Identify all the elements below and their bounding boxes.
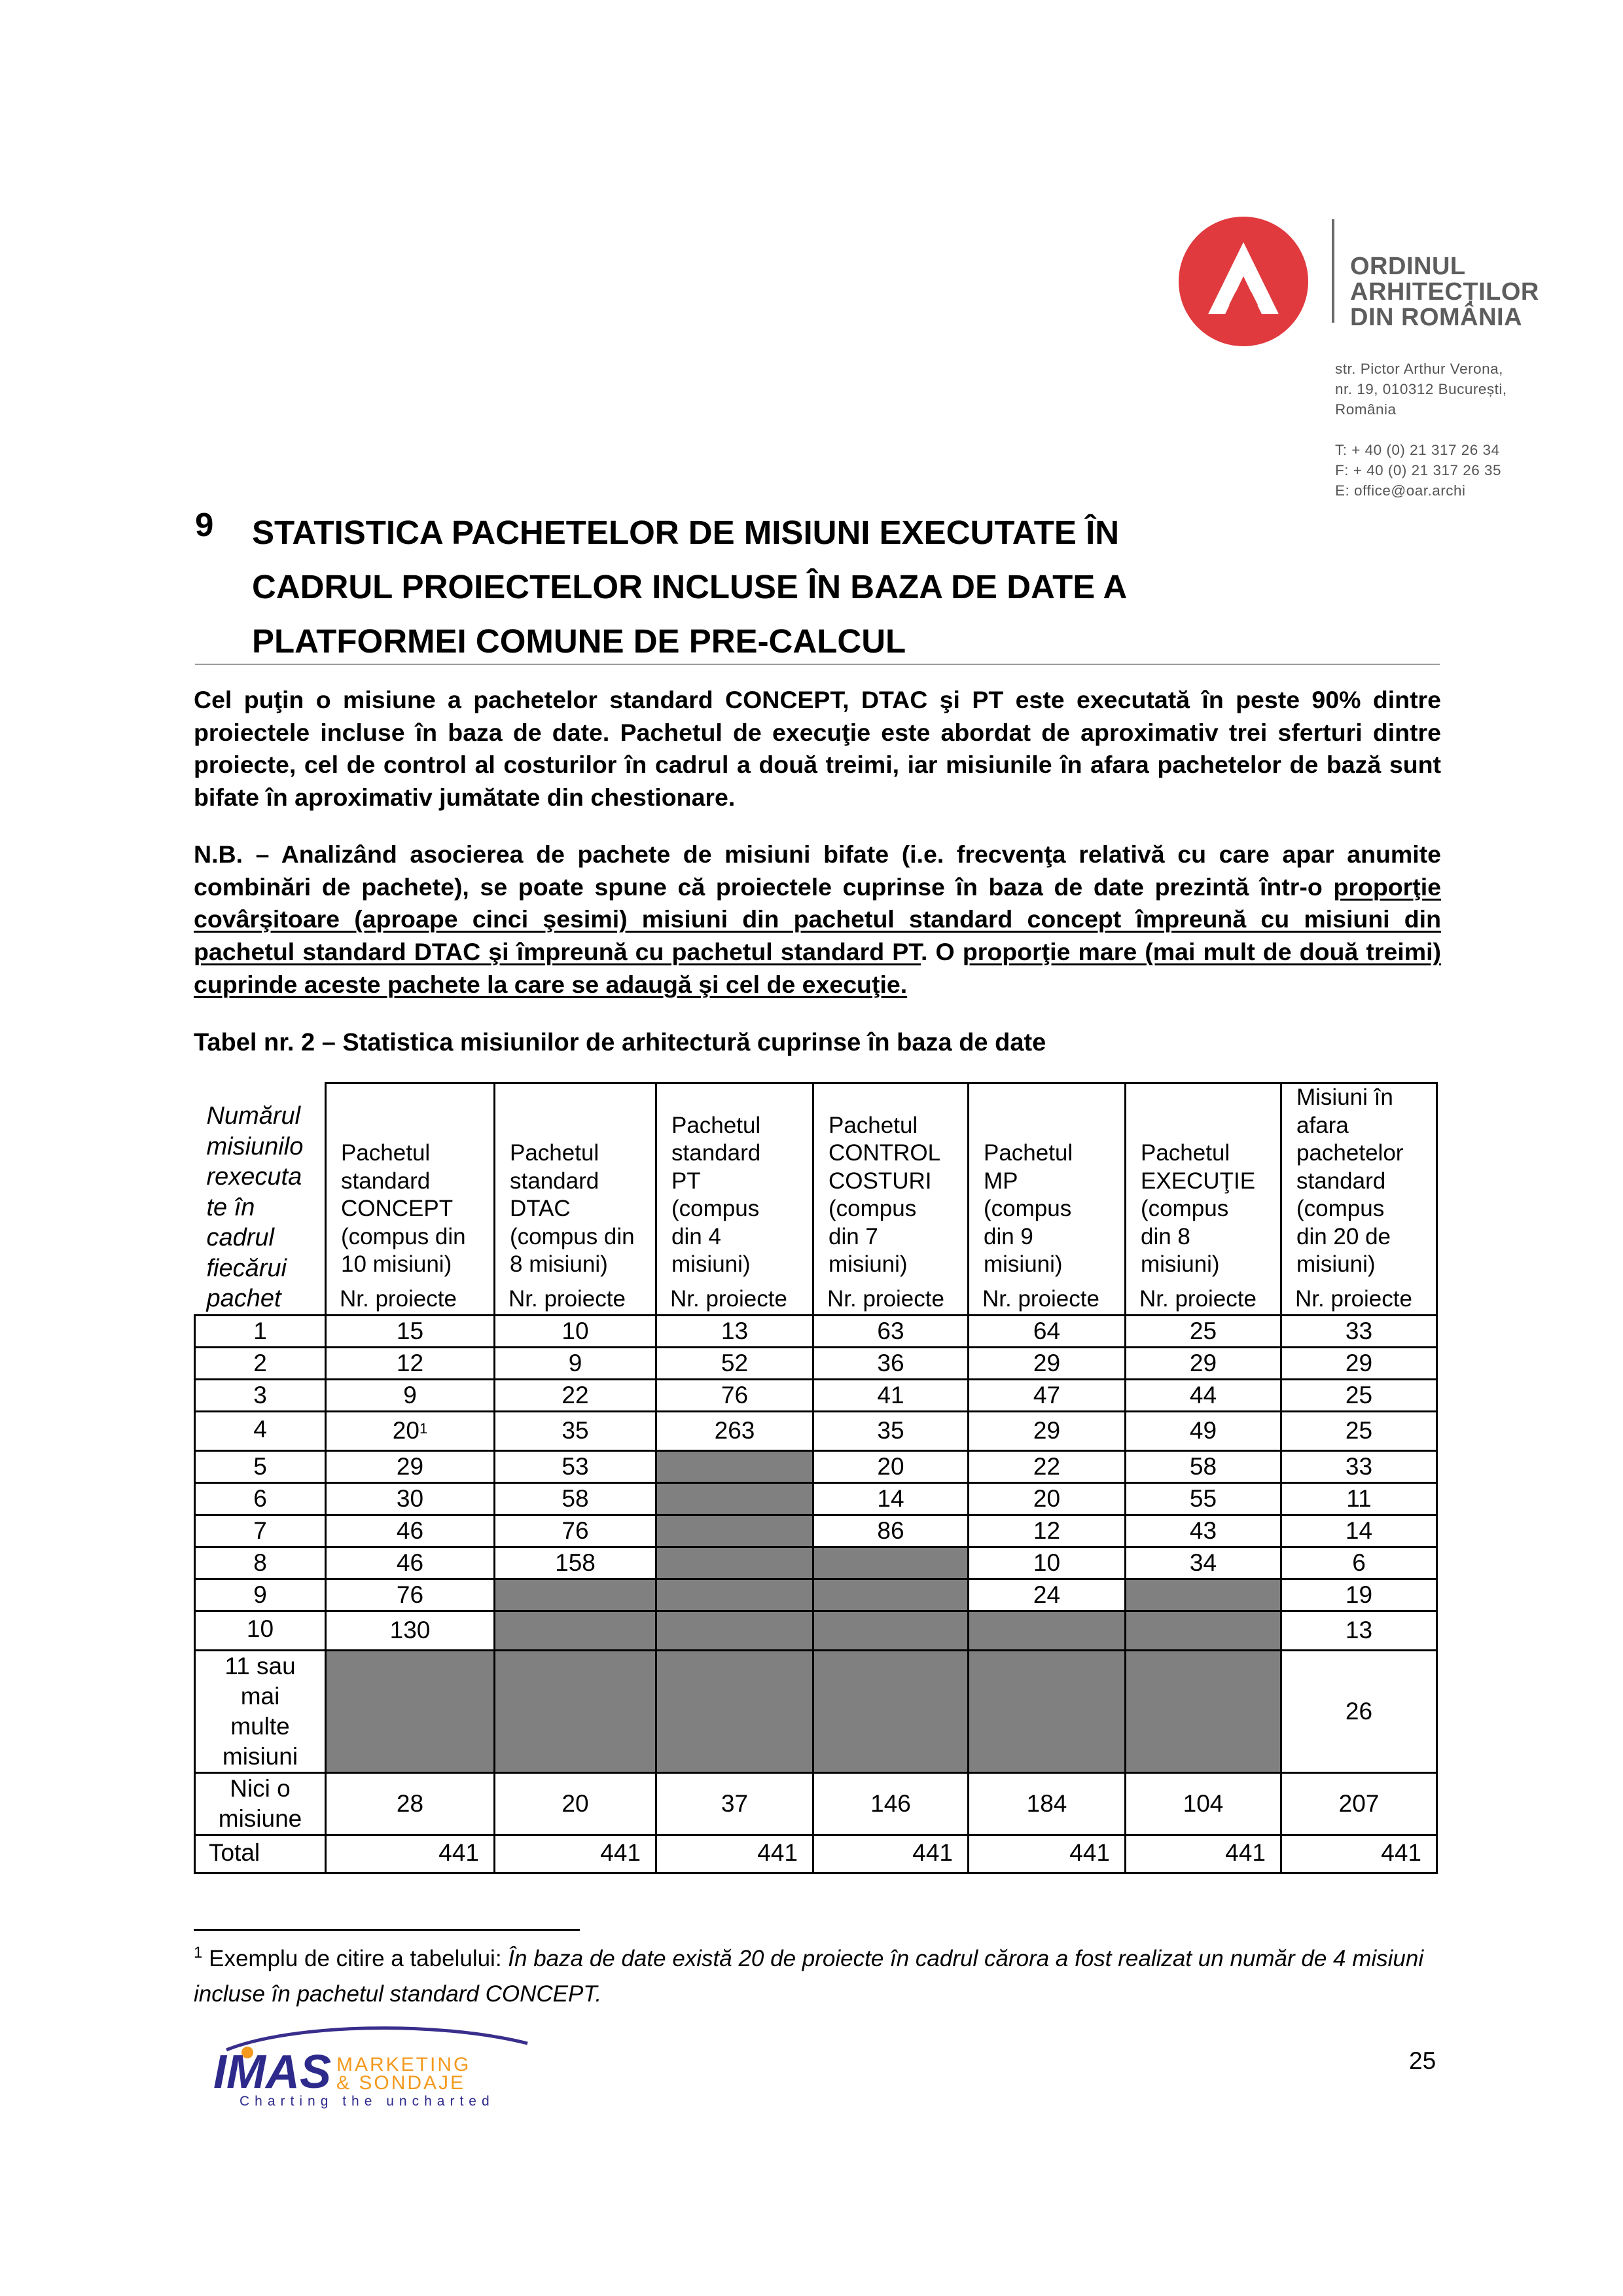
table-cell <box>495 1515 656 1547</box>
header-line: misiuni) <box>1141 1251 1220 1277</box>
row-axis-label-line: cadrul <box>206 1224 274 1251</box>
header-line: (compus din <box>510 1223 635 1249</box>
header-line: Pachetul <box>510 1140 599 1166</box>
row-label-line: Nici o <box>230 1774 291 1802</box>
empty-shaded-cell <box>495 1579 656 1611</box>
header-line: standard <box>341 1168 431 1194</box>
table-cell <box>326 1347 495 1379</box>
table-subheader-row <box>195 1284 1437 1316</box>
table-row <box>195 1482 1437 1515</box>
table-cell <box>326 1579 495 1611</box>
table-cell <box>969 1379 1126 1411</box>
header-line: standard <box>510 1168 599 1194</box>
header-line: Pachetul <box>984 1140 1073 1166</box>
table-row <box>195 1650 1437 1772</box>
header-line: din 9 <box>984 1223 1033 1249</box>
cell-value: 36 <box>877 1349 904 1376</box>
table-cell <box>656 1411 813 1450</box>
imas-tagline: Charting the uncharted <box>240 2094 495 2109</box>
row-label <box>195 1650 326 1772</box>
row-label: 9 <box>195 1579 326 1611</box>
cell-value: 37 <box>721 1789 749 1817</box>
table-cell <box>495 1772 656 1835</box>
row-label: 5 <box>195 1450 326 1482</box>
cell-value: 53 <box>562 1452 589 1480</box>
table-row <box>195 1772 1437 1835</box>
table-cell <box>1126 1547 1281 1579</box>
note-paragraph <box>194 838 1441 1001</box>
imas-brand-line: & SONDAJE <box>336 2072 466 2094</box>
header-line: Pachetul <box>341 1140 431 1166</box>
cell-value: 10 <box>562 1317 589 1344</box>
cell-value: 13 <box>1345 1617 1373 1643</box>
table-cell <box>1126 1515 1281 1547</box>
section-title-line: PLATFORMEI COMUNE DE PRE-CALCUL <box>252 622 906 660</box>
table-cell <box>969 1411 1126 1450</box>
empty-shaded-cell <box>813 1650 969 1772</box>
table-row <box>195 1579 1437 1611</box>
note-middle: . O <box>921 938 963 966</box>
empty-shaded-cell <box>326 1650 495 1772</box>
header-line: din 7 <box>829 1223 878 1249</box>
table-cell <box>495 1411 656 1450</box>
cell-value: 9 <box>568 1349 582 1376</box>
cell-value: 64 <box>1033 1317 1061 1344</box>
table-cell <box>813 1482 969 1515</box>
table-cell <box>1126 1482 1281 1515</box>
cell-value: 263 <box>714 1417 755 1444</box>
subheader-cell: Nr. proiecte <box>813 1284 969 1316</box>
header-line: (compus <box>829 1196 917 1221</box>
header-line: pachetelor <box>1296 1140 1404 1166</box>
cell-value: 12 <box>396 1349 424 1376</box>
address-line: România <box>1335 401 1397 418</box>
table-cell <box>969 1315 1126 1347</box>
cell-value: 52 <box>721 1349 749 1376</box>
imas-brand-line: MARKETING <box>336 2054 471 2075</box>
column-header-concept <box>326 1083 495 1284</box>
cell-value: 25 <box>1345 1417 1373 1444</box>
empty-shaded-cell <box>969 1650 1126 1772</box>
row-label-line: misiuni <box>222 1742 298 1770</box>
cell-value: 49 <box>1189 1417 1217 1444</box>
table-header-row <box>195 1083 1437 1284</box>
row-label-line: 11 sau <box>224 1652 296 1679</box>
table-cell <box>326 1315 495 1347</box>
column-header-pt <box>656 1083 813 1284</box>
table-cell <box>1281 1515 1437 1547</box>
cell-value: 207 <box>1338 1789 1380 1817</box>
table-cell <box>969 1347 1126 1379</box>
table-cell <box>1126 1411 1281 1450</box>
footnote-rule <box>194 1929 580 1931</box>
table-cell <box>1126 1347 1281 1379</box>
section-title-line: STATISTICA PACHETELOR DE MISIUNI EXECUTATE ÎN <box>252 514 1120 551</box>
row-label: 2 <box>195 1347 326 1379</box>
header-line: CONTROL <box>829 1140 941 1166</box>
imas-logo-icon <box>200 2024 541 2109</box>
cell-value: 25 <box>1345 1381 1373 1408</box>
row-axis-label-line: fiecărui <box>206 1254 287 1282</box>
table-cell <box>495 1347 656 1379</box>
table-cell <box>495 1450 656 1482</box>
cell-value: 30 <box>396 1484 424 1512</box>
empty-shaded-cell <box>1126 1579 1281 1611</box>
header-line: MP <box>984 1168 1018 1194</box>
table-cell <box>495 1315 656 1347</box>
header-line: misiuni) <box>984 1251 1063 1277</box>
subheader-cell: Nr. proiecte <box>1281 1284 1437 1316</box>
table-cell <box>1126 1315 1281 1347</box>
summary-paragraph: Cel puţin o misiune a pachetelor standard CONCEPT, DTAC şi PT este executată în peste 90% dintre proiectele incluse în baza de date. Pachetul de execuţie este abordat de aproximativ trei sferturi dintre proiecte, cel de control al costurilor în cadrul a două treimi, iar misiunile în afara pachetelor de bază sunt bifate în aproximativ jumătate din chestionare. <box>194 686 1441 812</box>
subheader-cell: Nr. proiecte <box>1126 1284 1281 1316</box>
cell-value: 146 <box>870 1789 911 1817</box>
cell-value: 20 <box>1033 1484 1061 1512</box>
address-line: nr. 19, 010312 București, <box>1335 381 1507 397</box>
header-line: standard <box>1296 1168 1386 1194</box>
table-cell <box>495 1379 656 1411</box>
table-cell <box>1126 1450 1281 1482</box>
table-body <box>195 1315 1437 1835</box>
cell-value: 41 <box>877 1381 904 1408</box>
table-row <box>195 1515 1437 1547</box>
subheader-cell: Nr. proiecte <box>969 1284 1126 1316</box>
header-line: din 20 de <box>1296 1223 1391 1249</box>
subheader-cell: Nr. proiecte <box>495 1284 656 1316</box>
page-number: 25 <box>1409 2047 1436 2074</box>
header-line: (compus <box>671 1196 760 1221</box>
column-header-control-costuri <box>813 1083 969 1284</box>
cell-value: 9 <box>403 1381 417 1408</box>
cell-value: 46 <box>396 1549 424 1576</box>
table-cell <box>656 1315 813 1347</box>
total-label: Total <box>195 1835 326 1873</box>
cell-value: 6 <box>1352 1549 1366 1576</box>
table-cell <box>813 1450 969 1482</box>
header-line: Pachetul <box>829 1112 918 1138</box>
footnote-marker: 1 <box>194 1944 203 1962</box>
header-line: 10 misiuni) <box>341 1251 452 1277</box>
cell-value: 35 <box>877 1417 904 1444</box>
header-line: misiuni) <box>671 1251 751 1277</box>
table-row <box>195 1450 1437 1482</box>
cell-value: 29 <box>396 1452 424 1480</box>
empty-shaded-cell <box>656 1515 813 1547</box>
table-cell <box>495 1482 656 1515</box>
cell-value: 47 <box>1033 1381 1061 1408</box>
cell-value: 11 <box>1346 1484 1372 1512</box>
header-line: standard <box>671 1140 761 1166</box>
table-cell <box>1281 1772 1437 1835</box>
table-cell <box>969 1579 1126 1611</box>
header-line: (compus <box>984 1196 1072 1221</box>
table-total-row <box>195 1835 1437 1873</box>
header-line: Misiuni în <box>1296 1085 1393 1110</box>
subheader-cell: Nr. proiecte <box>326 1284 495 1316</box>
email-line: E: office@oar.archi <box>1335 482 1466 499</box>
empty-shaded-cell <box>1126 1611 1281 1650</box>
cell-value: 158 <box>555 1549 596 1576</box>
cell-value: 33 <box>1345 1317 1373 1344</box>
fax-line: F: + 40 (0) 21 317 26 35 <box>1335 462 1502 478</box>
org-line: ARHITECȚILOR <box>1350 278 1539 306</box>
footnote-reference: 1 <box>419 1420 428 1437</box>
section-number: 9 <box>195 506 214 543</box>
total-cell: 441 <box>326 1835 495 1873</box>
header-line: din 8 <box>1141 1223 1190 1249</box>
header-line: Pachetul <box>1141 1140 1230 1166</box>
cell-value: 10 <box>1033 1549 1061 1576</box>
table-cell <box>495 1547 656 1579</box>
header-line: COSTURI <box>829 1168 932 1194</box>
cell-value: 29 <box>1033 1417 1061 1444</box>
header-line: misiuni) <box>1296 1251 1376 1277</box>
table-cell <box>969 1482 1126 1515</box>
row-label: 8 <box>195 1547 326 1579</box>
empty-shaded-cell <box>813 1611 969 1650</box>
column-header-dtac <box>495 1083 656 1284</box>
header-line: Pachetul <box>671 1112 761 1138</box>
cell-value: 76 <box>721 1381 749 1408</box>
empty-shaded-cell <box>1126 1650 1281 1772</box>
table-cell <box>656 1772 813 1835</box>
total-cell: 441 <box>969 1835 1126 1873</box>
note-underlined-text: proporţie covârşitoare (aproape cinci şesimi) misiuni din pachetul standard concept împreună cu misiuni din pachetul standard DTAC şi împreună cu pachetul standard PT <box>194 872 1441 966</box>
row-axis-label-line: rexecuta <box>206 1163 302 1191</box>
row-label: 4 <box>195 1411 326 1450</box>
cell-value: 44 <box>1189 1381 1217 1408</box>
empty-shaded-cell <box>656 1547 813 1579</box>
cell-value: 22 <box>1033 1452 1061 1480</box>
empty-shaded-cell <box>656 1650 813 1772</box>
row-label: 10 <box>195 1611 326 1650</box>
table-cell <box>326 1515 495 1547</box>
header-line: PT <box>671 1168 701 1194</box>
table-cell <box>1281 1579 1437 1611</box>
column-header-mp <box>969 1083 1126 1284</box>
table-cell <box>1126 1772 1281 1835</box>
cell-value: 14 <box>877 1484 904 1512</box>
cell-value: 76 <box>396 1581 424 1608</box>
logo-divider <box>1332 219 1334 323</box>
cell-value: 29 <box>1345 1349 1373 1376</box>
imas-brand: IMAS <box>213 2046 331 2098</box>
footnote <box>194 1943 1437 2011</box>
table-row <box>195 1315 1437 1347</box>
cell-value: 104 <box>1183 1789 1224 1817</box>
empty-shaded-cell <box>656 1579 813 1611</box>
header-line: 8 misiuni) <box>510 1251 608 1277</box>
table-cell <box>813 1315 969 1347</box>
cell-value: 20 <box>877 1452 904 1480</box>
org-line: DIN ROMÂNIA <box>1350 304 1523 331</box>
table-cell <box>813 1515 969 1547</box>
table-cell <box>813 1379 969 1411</box>
cell-value: 20 <box>562 1789 589 1817</box>
cell-value: 35 <box>562 1417 589 1444</box>
row-label-line: misiune <box>218 1804 302 1832</box>
column-header-other-missions <box>1281 1083 1437 1284</box>
header-line: (compus <box>1296 1196 1385 1221</box>
table-cell <box>1281 1379 1437 1411</box>
cell-value: 63 <box>877 1317 904 1344</box>
table-cell <box>1281 1347 1437 1379</box>
table-cell <box>1281 1315 1437 1347</box>
cell-value: 34 <box>1189 1549 1217 1576</box>
table-cell <box>656 1347 813 1379</box>
total-cell: 441 <box>495 1835 656 1873</box>
row-label: 3 <box>195 1379 326 1411</box>
total-cell: 441 <box>656 1835 813 1873</box>
total-cell: 441 <box>1281 1835 1437 1873</box>
section-title-line: CADRUL PROIECTELOR INCLUSE ÎN BAZA DE DATE A <box>252 568 1128 605</box>
cell-value: 184 <box>1026 1789 1067 1817</box>
table-cell <box>326 1611 495 1650</box>
cell-value: 130 <box>389 1617 431 1643</box>
table-cell <box>326 1379 495 1411</box>
heading-rule <box>195 664 1440 665</box>
empty-shaded-cell <box>969 1611 1126 1650</box>
empty-shaded-cell <box>495 1611 656 1650</box>
cell-value: 58 <box>1189 1452 1217 1480</box>
note-underlined-text: proporţie mare (mai mult de două treimi) cuprinde aceste pachete la care se adaugă şi cel de execuţie. <box>194 938 1441 998</box>
table-cell <box>1281 1450 1437 1482</box>
table-cell <box>326 1772 495 1835</box>
cell-value: 24 <box>1033 1581 1061 1608</box>
row-label-line: mai <box>240 1682 280 1710</box>
table-cell <box>969 1547 1126 1579</box>
table-cell <box>1126 1379 1281 1411</box>
header-line: EXECUŢIE <box>1141 1168 1256 1194</box>
cell-value: 15 <box>396 1317 424 1344</box>
table-row <box>195 1611 1437 1650</box>
table-cell <box>969 1450 1126 1482</box>
cell-value: 29 <box>1189 1349 1217 1376</box>
row-axis-label <box>195 1083 326 1316</box>
table-row <box>195 1547 1437 1579</box>
address-line: str. Pictor Arthur Verona, <box>1335 361 1503 377</box>
cell-value: 58 <box>562 1484 589 1512</box>
column-header-executie <box>1126 1083 1281 1284</box>
note-intro: N.B. – Analizând asocierea de pachete de misiuni bifate (i.e. frecvenţa relativă cu care apar anumite combinări de pachete), se poate spune că proiectele cuprinse în baza de date prezintă într-o <box>194 840 1441 901</box>
cell-value: 33 <box>1345 1452 1373 1480</box>
contact-block <box>1335 359 1507 501</box>
table-cell <box>656 1379 813 1411</box>
table-cell <box>1281 1611 1437 1650</box>
empty-shaded-cell <box>656 1482 813 1515</box>
table-cell <box>1281 1547 1437 1579</box>
row-axis-label-line: te în <box>206 1193 255 1221</box>
header-line: (compus <box>1141 1196 1229 1221</box>
table-cell <box>969 1515 1126 1547</box>
row-label: 1 <box>195 1315 326 1347</box>
table-cell <box>326 1450 495 1482</box>
cell-value: 25 <box>1189 1317 1217 1344</box>
header-line: misiuni) <box>829 1251 908 1277</box>
cell-value: 46 <box>396 1516 424 1544</box>
empty-shaded-cell <box>656 1611 813 1650</box>
table-row <box>195 1411 1437 1450</box>
cell-value: 12 <box>1033 1516 1061 1544</box>
missions-table <box>194 1082 1438 1874</box>
cell-value: 43 <box>1189 1516 1217 1544</box>
header-line: (compus din <box>341 1223 466 1249</box>
table-cell <box>969 1772 1126 1835</box>
table-cell <box>326 1482 495 1515</box>
table-cell <box>1281 1482 1437 1515</box>
table-cell <box>1281 1411 1437 1450</box>
phone-line: T: + 40 (0) 21 317 26 34 <box>1335 442 1500 458</box>
row-axis-label-line: Numărul <box>206 1102 301 1130</box>
table-cell <box>813 1411 969 1450</box>
cell-value: 22 <box>562 1381 589 1408</box>
empty-shaded-cell <box>495 1650 656 1772</box>
table-cell <box>1281 1650 1437 1772</box>
cell-value: 29 <box>1033 1349 1061 1376</box>
cell-value: 86 <box>877 1516 904 1544</box>
cell-value: 20 <box>392 1417 419 1444</box>
table-cell <box>813 1347 969 1379</box>
total-cell: 441 <box>1126 1835 1281 1873</box>
header-line: din 4 <box>671 1223 721 1249</box>
header-line: CONCEPT <box>341 1196 454 1221</box>
table-cell <box>326 1547 495 1579</box>
footnote-lead: Exemplu de citire a tabelului: <box>209 1946 508 1971</box>
cell-value: 13 <box>721 1317 749 1344</box>
empty-shaded-cell <box>813 1579 969 1611</box>
empty-shaded-cell <box>813 1547 969 1579</box>
empty-shaded-cell <box>656 1450 813 1482</box>
organization-name <box>1350 254 1539 331</box>
cell-value: 28 <box>396 1789 424 1817</box>
subheader-cell: Nr. proiecte <box>656 1284 813 1316</box>
cell-value: 26 <box>1345 1697 1373 1725</box>
row-axis-label-line: pachet <box>206 1285 281 1312</box>
row-label-line: multe <box>230 1712 290 1740</box>
row-label: 7 <box>195 1515 326 1547</box>
row-label <box>195 1772 326 1835</box>
header-line: DTAC <box>510 1196 571 1221</box>
row-label: 6 <box>195 1482 326 1515</box>
table-row <box>195 1379 1437 1411</box>
header-line: afara <box>1296 1112 1349 1138</box>
total-cell: 441 <box>813 1835 969 1873</box>
table-cell <box>326 1411 495 1450</box>
footnote-text: În baza de date există 20 de proiecte în cadrul cărora a fost realizat un număr de 4 misiuni incluse în pachetul standard CONCEPT. <box>194 1946 1424 2007</box>
table-row <box>195 1347 1437 1379</box>
row-axis-label-line: misiunilo <box>206 1132 304 1160</box>
cell-value: 14 <box>1345 1516 1373 1544</box>
cell-value: 55 <box>1189 1484 1217 1512</box>
table-caption: Tabel nr. 2 – Statistica misiunilor de arhitectură cuprinse în baza de date <box>194 1029 1046 1056</box>
table-cell <box>813 1772 969 1835</box>
cell-value: 76 <box>562 1516 589 1544</box>
section-title <box>252 505 1234 668</box>
oar-logo-icon <box>1178 216 1309 347</box>
org-line: ORDINUL <box>1350 253 1466 280</box>
cell-value: 19 <box>1345 1581 1373 1608</box>
